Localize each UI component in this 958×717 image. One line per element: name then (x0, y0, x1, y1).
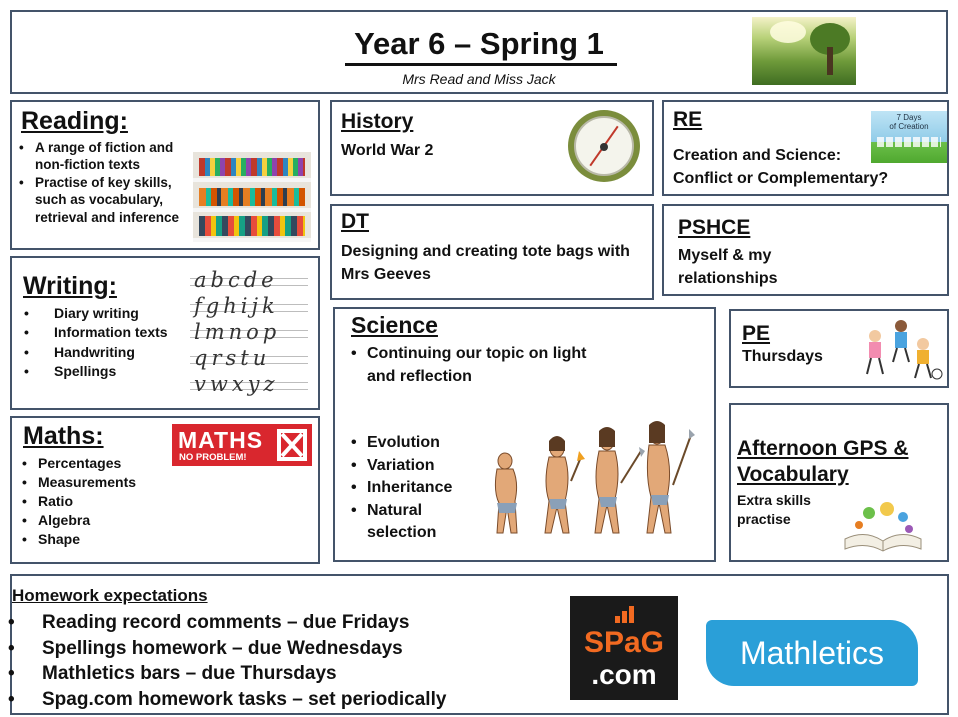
history-box (330, 100, 654, 196)
maths-logo-line-1: MATHS (178, 427, 264, 453)
history-heading: History (341, 110, 414, 133)
dt-heading: DT (341, 210, 369, 233)
list-item: • Natural selection (349, 500, 479, 545)
maths-logo-line-2: NO PROBLEM! (179, 452, 247, 463)
homework-box (10, 574, 949, 715)
writing-heading: Writing: (23, 272, 117, 300)
compass-image (566, 108, 642, 184)
gps-text: Extra skills practise (737, 492, 811, 527)
header-box (10, 10, 948, 94)
cursive-alphabet-image (190, 268, 308, 400)
re-line-2: Conflict or Complementary? (673, 170, 889, 187)
reading-list (17, 139, 197, 226)
list-item: • Information texts (22, 323, 202, 342)
sun-glow (770, 21, 806, 43)
list-item: • A range of fiction and non-fiction texts (17, 139, 197, 174)
maths-heading: Maths: (23, 422, 104, 450)
re-box (662, 100, 949, 196)
dt-text: Designing and creating tote bags with Mrs Geeves (341, 243, 630, 283)
history-text: World War 2 (341, 142, 434, 159)
science-heading: Science (351, 312, 438, 338)
science-topic-list (349, 342, 609, 388)
reading-box (10, 100, 320, 250)
mathletics-logo-text: Mathletics (739, 635, 885, 671)
creation-label-2: of Creation (889, 122, 929, 131)
spag-logo-line-1: SPaG (583, 626, 665, 659)
list-item: • Ratio (20, 492, 190, 511)
spring-meadow-image (752, 17, 856, 85)
science-box (333, 307, 716, 562)
spag-logo-line-2: .com (591, 659, 657, 690)
list-item: • Variation (349, 455, 479, 478)
list-item: • Percentages (20, 454, 190, 473)
list-item: • Continuing our topic on light and reflection (349, 342, 609, 388)
maths-list (20, 454, 190, 549)
cursive-row: vwxyz (194, 372, 279, 396)
gps-heading-line-1: Afternoon GPS & (737, 437, 909, 460)
cursive-row: qrstu (194, 346, 271, 370)
creation-label-1: 7 Days (896, 113, 922, 122)
list-item: • Reading record comments – due Fridays (6, 610, 566, 636)
seven-days-creation-image (871, 111, 947, 163)
pshce-box (662, 204, 949, 296)
mathletics-logo (706, 620, 918, 686)
homework-heading: Homework expectations (12, 586, 208, 605)
cursive-row: abcde (194, 268, 278, 292)
list-item: • Evolution (349, 432, 479, 455)
writing-list (22, 304, 202, 381)
open-book-image (839, 499, 927, 553)
teachers-subtitle: Mrs Read and Miss Jack (402, 71, 556, 87)
list-item: • Handwriting (22, 343, 202, 362)
list-item: • Algebra (20, 511, 190, 530)
children-playing-image (857, 316, 945, 382)
human-evolution-image (485, 421, 705, 541)
re-heading: RE (673, 108, 703, 131)
bookshelf-image (193, 152, 311, 242)
maths-no-problem-logo (172, 424, 312, 466)
writing-box (10, 256, 320, 410)
pe-box (729, 309, 949, 388)
list-item: • Practise of key skills, such as vocabulary, retrieval and inference (17, 174, 197, 226)
science-list (349, 432, 479, 545)
homework-list (6, 610, 566, 712)
list-item: • Spag.com homework tasks – set periodically (6, 687, 566, 713)
list-item: • Spellings (22, 362, 202, 381)
dt-box (330, 204, 654, 300)
pe-heading: PE (742, 322, 771, 345)
cross-box-icon (276, 428, 308, 462)
reading-heading: Reading: (21, 107, 128, 135)
cursive-row: fghijk (194, 294, 279, 318)
gps-heading-line-2: Vocabulary (737, 463, 849, 486)
bar-chart-icon (614, 604, 636, 624)
list-item: • Diary writing (22, 304, 202, 323)
gps-box (729, 403, 949, 562)
cursive-row: lmnop (194, 320, 281, 344)
list-item: • Spellings homework – due Wednesdays (6, 636, 566, 662)
pshce-heading: PSHCE (678, 216, 751, 239)
pe-text: Thursdays (742, 348, 823, 365)
list-item: • Shape (20, 530, 190, 549)
list-item: • Inheritance (349, 477, 479, 500)
pshce-text: Myself & my relationships (678, 247, 778, 287)
maths-box (10, 416, 320, 564)
list-item: • Mathletics bars – due Thursdays (6, 661, 566, 687)
page-title: Year 6 – Spring 1 (354, 26, 604, 61)
list-item: • Measurements (20, 473, 190, 492)
page-title-underline (345, 63, 617, 66)
spag-com-logo (570, 596, 678, 700)
re-line-1: Creation and Science: (673, 147, 842, 164)
